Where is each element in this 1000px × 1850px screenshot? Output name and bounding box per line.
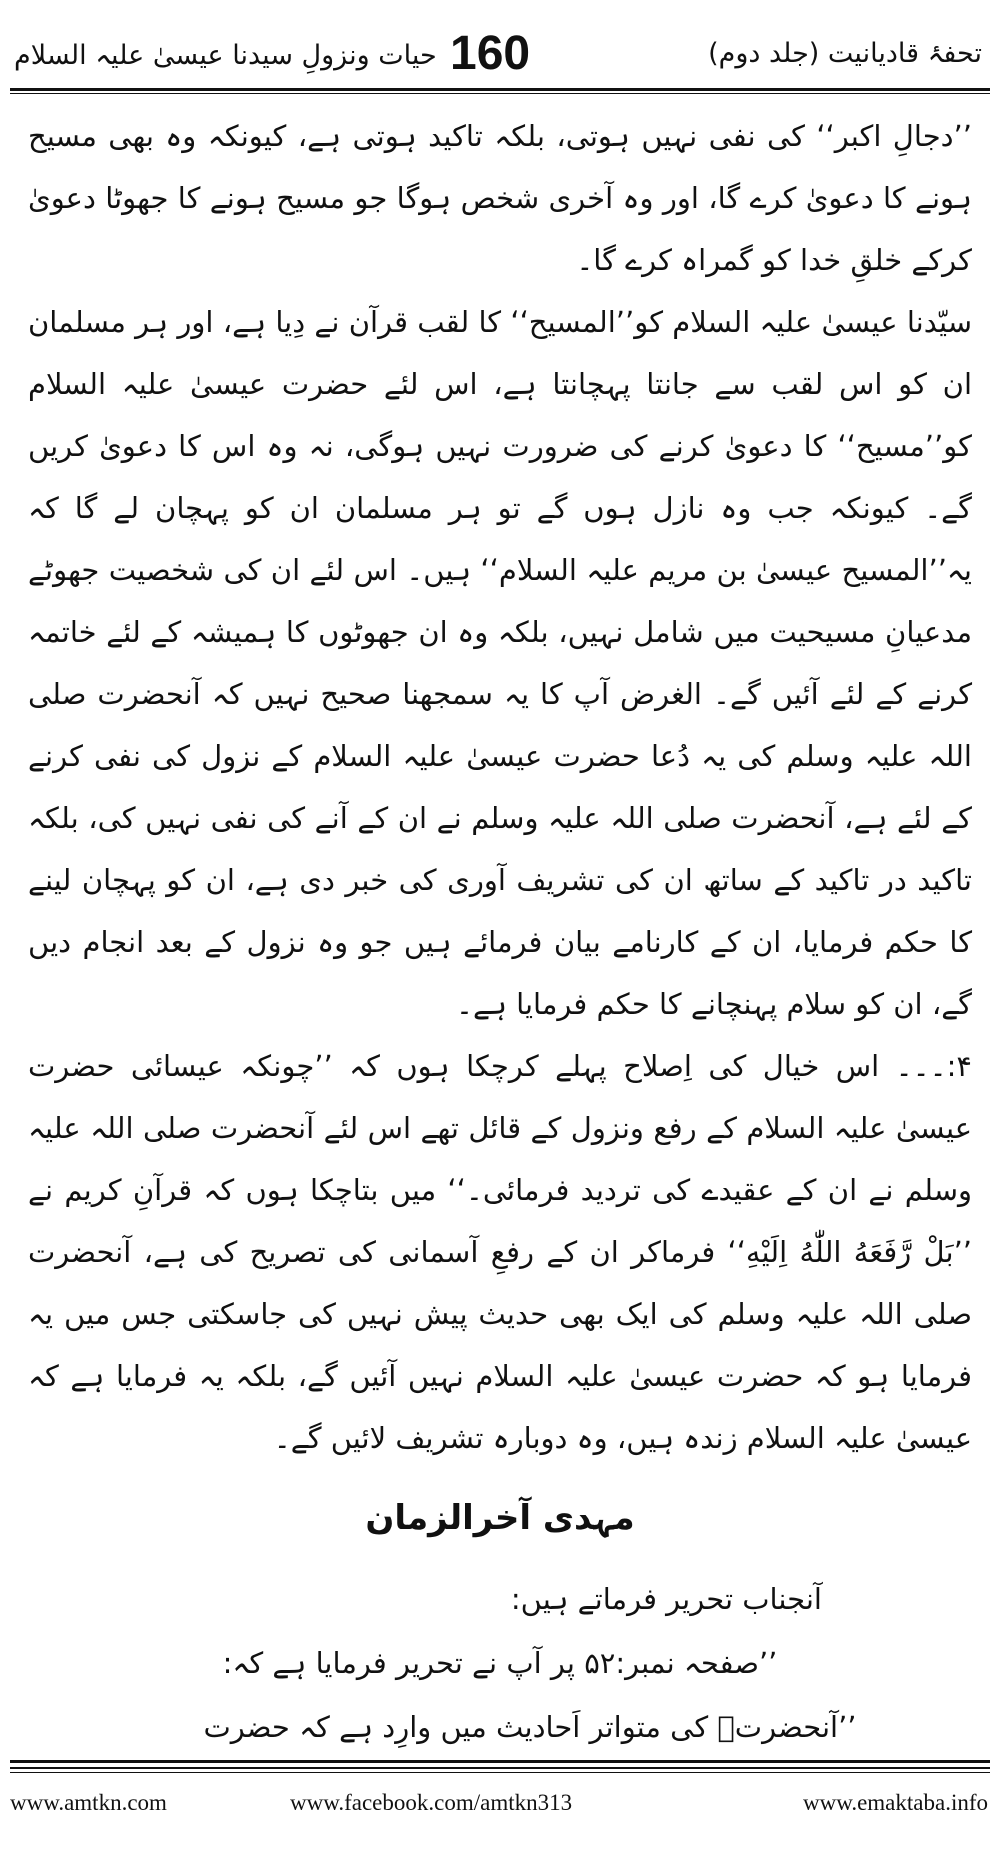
footer-rule-medium xyxy=(10,1767,990,1769)
page-body xyxy=(28,105,972,1745)
header-divider-thick xyxy=(10,88,990,91)
paragraph-2: سیّدنا عیسیٰ علیہ السلام کو’’المسیح‘‘ کا لقب قرآن نے دِیا ہے، اور ہر مسلمان ان کو اس لقب سے جانتا پہچانتا ہے، اس لئے حضرت عیسیٰ علیہ السلام کو’’مسیح‘‘ کا دعویٰ کرنے کی ضرورت نہیں ہوگی، نہ وہ اس کا دعویٰ کریں گے۔ کیونکہ جب وہ نازل ہوں گے تو ہر مسلمان ان کو پہچان لے گا کہ یہ’’المسیح عیسیٰ بن مریم علیہ السلام‘‘ ہیں۔ اس لئے ان کی شخصیت جھوٹے مدعیانِ مسیحیت میں شامل نہیں، بلکہ وہ ان جھوٹوں کا ہمیشہ کے لئے خاتمہ کرنے کے لئے آئیں گے۔ الغرض آپ کا یہ سمجھنا صحیح نہیں کہ آنحضرت صلی اللہ علیہ وسلم کی یہ دُعا حضرت عیسیٰ علیہ السلام کے نزول کی نفی کرنے کے لئے ہے، آنحضرت صلی اللہ علیہ وسلم نے ان کے آنے کی نفی نہیں کی، بلکہ تاکید در تاکید کے ساتھ ان کی تشریف آوری کی خبر دی ہے، ان کو پہچان لینے کا حکم فرمایا، ان کے کارنامے بیان فرمائے ہیں جو وہ نزول کے بعد انجام دیں گے، ان کو سلام پہنچانے کا حکم فرمایا ہے۔ xyxy=(28,305,972,1021)
footer-link-emaktaba[interactable]: www.emaktaba.info xyxy=(803,1790,988,1815)
book-title: تحفۂ قادیانیت (جلد دوم) xyxy=(708,38,982,69)
page-footer xyxy=(0,1790,1000,1830)
footer-rule-thin xyxy=(10,1772,990,1773)
paragraph-3: ۴:۔۔۔ اس خیال کی اِصلاح پہلے کرچکا ہوں کہ ’’چونکہ عیسائی حضرت عیسیٰ علیہ السلام کے رفع ونزول کے قائل تھے اس لئے آنحضرت صلی اللہ علیہ وسلم نے ان کے عقیدے کی تردید فرمائی۔‘‘ میں بتاچکا ہوں کہ قرآنِ کریم نے ’’بَلْ رَّفَعَهُ اللّٰهُ اِلَیْهِ‘‘ فرماکر ان کے رفعِ آسمانی کی تصریح کی ہے، آنحضرت صلی اللہ علیہ وسلم کی ایک بھی حدیث پیش نہیں کی جاسکتی جس میں یہ فرمایا ہو کہ حضرت عیسیٰ علیہ السلام نہیں آئیں گے، بلکہ یہ فرمایا ہے کہ عیسیٰ علیہ السلام زندہ ہیں، وہ دوبارہ تشریف لائیں گے۔ xyxy=(28,1049,972,1455)
page-header xyxy=(0,0,1000,95)
page-number: 160 xyxy=(450,27,531,80)
footer-rule-thick xyxy=(10,1760,990,1763)
quote-line-2: ’’آنحضرتؐ کی متواتر اَحادیث میں وارِد ہے کہ حضرت xyxy=(203,1710,857,1744)
header-divider-thin xyxy=(10,93,990,94)
quote-line-1: ’’صفحہ نمبر:۵۲ پر آپ نے تحریر فرمایا ہے کہ: xyxy=(222,1646,778,1680)
footer-link-amtkn[interactable]: www.amtkn.com xyxy=(10,1790,167,1815)
section-heading: مہدی آخرالزمان xyxy=(365,1498,635,1538)
footer-link-facebook[interactable]: www.facebook.com/amtkn313 xyxy=(290,1790,573,1815)
paragraph-1: ’’دجالِ اکبر‘‘ کی نفی نہیں ہوتی، بلکہ تاکید ہوتی ہے، کیونکہ وہ بھی مسیح ہونے کا دعویٰ کرے گا، اور وہ آخری شخص ہوگا جو مسیح ہونے کا جھوٹا دعویٰ کرکے خلقِ خدا کو گمراہ کرے گا۔ xyxy=(28,119,972,277)
chapter-title: حیات ونزولِ سیدنا عیسیٰ علیہ السلام xyxy=(14,40,437,71)
quote-intro: آنجناب تحریر فرماتے ہیں: xyxy=(510,1582,822,1616)
